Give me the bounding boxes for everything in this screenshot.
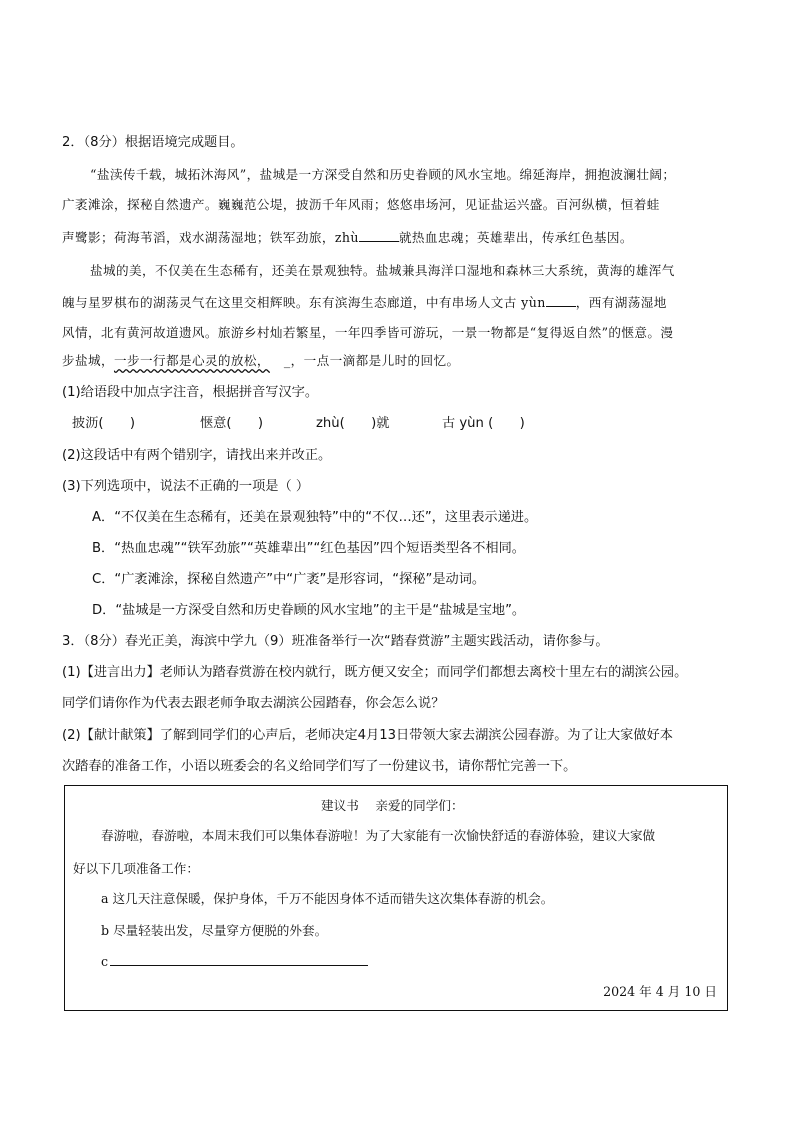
proposal-letter-box: [64, 785, 728, 1011]
q2-sub2: (2)这段话中有两个错别字，请找出来并改正。: [62, 448, 332, 463]
q3-title: 3．（8分）春光正美，海滨中学九（9）班准备举行一次“踏春赏游”主题实践活动，请你参与。: [62, 634, 609, 649]
q2-sub1: (1)给语段中加点字注音，根据拼音写汉字。: [62, 385, 319, 400]
answer-line[interactable]: [110, 953, 368, 966]
fill-blank-yun[interactable]: [546, 292, 576, 307]
wavy-underlined-sentence: 一步一行都是心灵的放松，: [113, 353, 270, 368]
fill-blank-zhu[interactable]: [359, 227, 399, 242]
pinyin-items: [62, 414, 734, 434]
q3-sub2: 次踏春的准备工作，小语以班委会的名义给同学们写了一份建议书，请你帮忙完善一下。: [62, 759, 577, 774]
pinyin-item[interactable]: 古 yùn ( ): [442, 416, 525, 431]
q2-sub3: (3)下列选项中，说法不正确的一项是（ ）: [62, 479, 310, 494]
pinyin-item[interactable]: zhù( )就: [316, 416, 390, 431]
q3-sub2: (2)【献计献策】了解到同学们的心声后，老师决定4月13日带领大家去湖滨公园春游。为了让大家做好本: [62, 728, 673, 743]
letter-item-b: b 尽量轻装出发，尽量穿方便脱的外套。: [101, 923, 328, 938]
q2-passage-text: ，西有湖荡湿地: [575, 295, 667, 310]
option-d[interactable]: D．“盐城是一方深受自然和历史眷顾的风水宝地”的主干是“盐城是宝地”。: [92, 603, 526, 618]
q2-title: 2．（8分）根据语境完成题目。: [62, 135, 244, 150]
q3-sub1: (1)【进言出力】老师认为踏春赏游在校内就行，既方便又安全；而同学们都想去离校十里左右的湖滨公园。: [62, 665, 688, 680]
option-b[interactable]: B．“热血忠魂”“铁军劲旅”“英雄辈出”“红色基因”四个短语类型各不相同。: [92, 541, 525, 556]
q2-passage-line: 广袤滩涂，探秘自然遗产。巍巍范公堤，披沥千年风雨；悠悠串场河，见证盐运兴盛。百河纵横，恒着蛙: [62, 197, 660, 212]
q2-passage-text: 声鹭影；荷海苇滔，戏水湖荡湿地；铁军劲旅，zhù: [62, 230, 359, 245]
q2-passage-line: 风情，北有黄河故道遗风。旅游乡村灿若繁星，一年四季皆可游玩，一景一物都是“复得返自然”的惬意。漫: [62, 325, 674, 340]
option-a[interactable]: A．“不仅美在生态稀有，还美在景观独特”中的“不仅…还”，这里表示递进。: [92, 510, 538, 525]
letter-body-line: 好以下几项准备工作：: [73, 861, 199, 876]
letter-body-line: 春游啦，春游啦，本周末我们可以集体春游啦！为了大家能有一次愉快舒适的春游体验，建议大家做: [101, 828, 656, 843]
letter-date: 2024 年 4 月 10 日: [603, 984, 717, 999]
letter-heading: 建议书 亲爱的同学们：: [321, 798, 464, 813]
q2-passage-line: [62, 351, 734, 371]
q2-passage-text: 魄与星罗棋布的湖荡灵气在这里交相辉映。东有滨海生态廊道，中有串场人文古 yùn: [62, 295, 546, 310]
letter-item-a: a 这几天注意保暖，保护身体，千万不能因身体不适而错失这次集体春游的机会。: [101, 891, 554, 906]
letter-item-c: [101, 952, 368, 972]
q2-passage-text: 步盐城，: [62, 353, 114, 368]
q2-passage-text: _，一点一滴都是儿时的回忆。: [283, 353, 460, 368]
q2-passage-line: [62, 227, 734, 248]
pinyin-item[interactable]: 披沥( ): [72, 416, 136, 431]
q2-passage-line: “盐渎传千载，城拓沐海风”，盐城是一方深受自然和历史眷顾的风水宝地。绵延海岸，拥抱波澜壮阔；: [90, 167, 676, 182]
q2-passage-line: 盐城的美，不仅美在生态稀有，还美在景观独特。盐城兼具海洋口湿地和森林三大系统，黄海的雄浑气: [90, 263, 675, 278]
option-c[interactable]: C．“广袤滩涂，探秘自然遗产”中“广袤”是形容词，“探秘”是动词。: [92, 572, 486, 587]
pinyin-item[interactable]: 惬意( ): [200, 416, 264, 431]
q2-passage-text: 就热血忠魂；英雄辈出，传承红色基因。: [398, 230, 633, 245]
q3-sub1: 同学们请你作为代表去跟老师争取去湖滨公园踏春，你会怎么说？: [62, 696, 445, 711]
q2-passage-line: [62, 292, 734, 313]
letter-item-c-label: c: [101, 954, 109, 969]
